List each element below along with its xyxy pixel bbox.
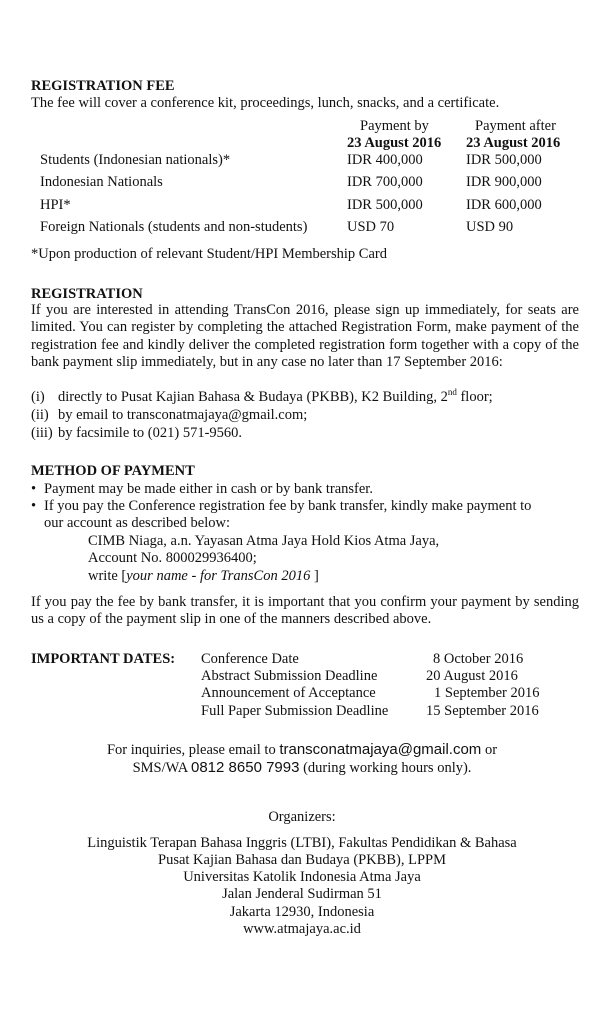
write-instruction (88, 568, 319, 585)
registration-heading: REGISTRATION (31, 286, 143, 302)
payment-bullet-2-line-1: If you pay the Conference registration fee by bank transfer, kindly make payment to (44, 498, 532, 514)
fee-row-by: IDR 500,000 (347, 197, 423, 213)
inquiries-email[interactable]: transconatmajaya@gmail.com (279, 741, 482, 758)
organizer-line: Linguistik Terapan Bahasa Inggris (LTBI), Fakultas Pendidikan & Bahasa (87, 835, 517, 851)
col1-header: Payment by (360, 118, 429, 134)
date-value: 8 October 2016 (433, 651, 524, 667)
fee-row-after: IDR 500,000 (466, 152, 542, 168)
inquiries-phone: 0812 8650 7993 (191, 759, 300, 776)
inquiries-hours: (during working hours only). (299, 760, 472, 776)
date-label: Abstract Submission Deadline (201, 668, 378, 684)
fee-row-after: IDR 900,000 (466, 174, 542, 190)
organizer-website-link[interactable]: www.atmajaya.ac.id (243, 921, 361, 937)
option-number: (ii) (31, 407, 49, 423)
date-label: Announcement of Acceptance (201, 685, 376, 701)
option-number: (iii) (31, 425, 53, 441)
inquiries-or: or (481, 742, 498, 758)
fee-row-label: HPI* (40, 197, 71, 213)
inquiries-line-2 (0, 759, 604, 777)
payment-heading: METHOD OF PAYMENT (31, 463, 195, 479)
fee-row-by: IDR 400,000 (347, 152, 423, 168)
option-fax: by facsimile to (021) 571-9560. (58, 425, 243, 441)
fee-row-label: Foreign Nationals (students and non-students) (40, 219, 308, 235)
write-prefix: write [ (88, 568, 127, 584)
bullet-icon: • (31, 481, 37, 497)
payment-bullet-2-line-2: our account as described below: (44, 515, 231, 531)
col1-date: 23 August 2016 (347, 135, 442, 151)
inquiries-sms: SMS/WA (132, 760, 191, 776)
fee-row-after: USD 90 (466, 219, 514, 235)
col2-date: 23 August 2016 (466, 135, 561, 151)
write-italic: your name - for TransCon 2016 (126, 568, 311, 584)
write-suffix: ] (310, 568, 319, 584)
organizer-line: Pusat Kajian Bahasa dan Budaya (PKBB), LPPM (158, 852, 446, 868)
option-direct-sup: nd (447, 387, 457, 398)
date-value: 15 September 2016 (426, 703, 539, 719)
payment-bullet-1: Payment may be made either in cash or by bank transfer. (44, 481, 373, 497)
date-value: 20 August 2016 (426, 668, 518, 684)
dates-heading: IMPORTANT DATES: (31, 651, 176, 667)
account-line-2: Account No. 800029936400; (88, 550, 257, 566)
option-email: by email to transconatmajaya@gmail.com; (58, 407, 308, 423)
organizers-heading: Organizers: (268, 809, 336, 825)
fee-row-after: IDR 600,000 (466, 197, 542, 213)
payment-confirm: If you pay the fee by bank transfer, it is important that you confirm your payment by sending us a copy of the payment slip in one of the manners described above. (31, 594, 579, 628)
inquiries-prefix: For inquiries, please email to (106, 742, 280, 758)
option-direct-end: floor; (456, 389, 493, 405)
date-label: Full Paper Submission Deadline (201, 703, 389, 719)
option-direct-text: directly to Pusat Kajian Bahasa & Budaya (PKBB), K2 Building, 2 (58, 389, 448, 405)
organizer-line: Jakarta 12930, Indonesia (229, 904, 375, 920)
fee-footnote: *Upon production of relevant Student/HPI Membership Card (31, 246, 387, 262)
fee-row-by: USD 70 (347, 219, 395, 235)
registration-fee-intro: The fee will cover a conference kit, proceedings, lunch, snacks, and a certificate. (31, 95, 500, 111)
col2-header: Payment after (475, 118, 556, 134)
organizer-line: Jalan Jenderal Sudirman 51 (222, 886, 382, 902)
registration-fee-heading: REGISTRATION FEE (31, 78, 175, 94)
fee-row-label: Students (Indonesian nationals)* (40, 152, 231, 168)
account-line-1: CIMB Niaga, a.n. Yayasan Atma Jaya Hold Kios Atma Jaya, (88, 533, 440, 549)
option-number: (i) (31, 389, 45, 405)
fee-row-by: IDR 700,000 (347, 174, 423, 190)
fee-row-label: Indonesian Nationals (40, 174, 163, 190)
organizer-line: Universitas Katolik Indonesia Atma Jaya (183, 869, 421, 885)
date-label: Conference Date (201, 651, 299, 667)
inquiries-line-1 (0, 741, 604, 759)
option-direct (58, 389, 493, 406)
registration-paragraph: If you are interested in attending TransCon 2016, please sign up immediately, for seats are limited. You can register by completing the attached Registration Form, make payment of the registration fee and kindly deliver the completed registration form together with a copy of the bank payment slip immediately, but in any case no later than 17 September 2016: (31, 302, 579, 371)
bullet-icon: • (31, 498, 37, 514)
date-value: 1 September 2016 (434, 685, 540, 701)
